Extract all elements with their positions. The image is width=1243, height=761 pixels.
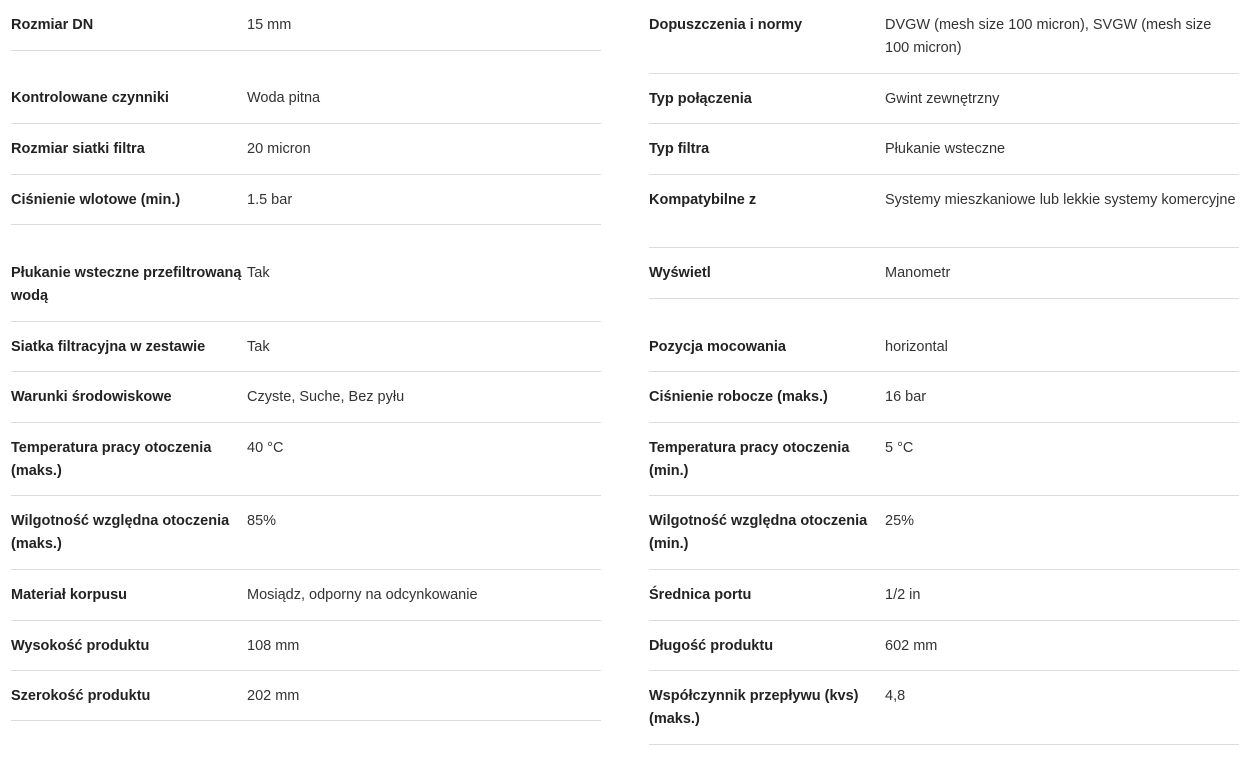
spec-value: Gwint zewnętrzny	[885, 91, 1000, 107]
spec-row	[649, 423, 1239, 496]
spec-value: Manometr	[885, 265, 951, 281]
spec-value: Czyste, Suche, Bez pyłu	[247, 389, 405, 405]
spec-label: Dopuszczenia i normy	[649, 17, 803, 33]
spec-label: Wysokość produktu	[11, 638, 150, 654]
spec-row	[11, 570, 601, 621]
spec-row	[11, 671, 601, 721]
spec-row	[11, 175, 601, 225]
spec-label: Typ filtra	[649, 141, 710, 157]
spec-label: Temperatura pracy otoczenia (min.)	[649, 440, 850, 479]
spec-row	[11, 248, 601, 322]
spec-row	[649, 671, 1239, 745]
spec-value: 602 mm	[885, 638, 938, 654]
spec-row	[649, 621, 1239, 671]
spec-label: Płukanie wsteczne przefiltrowaną wodą	[11, 265, 242, 304]
spec-row	[11, 621, 601, 671]
spec-label: Wyświetl	[649, 265, 711, 281]
spec-label: Wilgotność względna otoczenia (maks.)	[11, 513, 230, 552]
spec-label: Współczynnik przepływu (kvs) (maks.)	[649, 688, 859, 727]
spec-value: 15 mm	[247, 17, 292, 33]
spec-label: Długość produktu	[649, 638, 774, 654]
spec-label: Ciśnienie robocze (maks.)	[649, 389, 828, 405]
spec-row	[11, 496, 601, 570]
spec-value: 25%	[885, 513, 915, 529]
spec-label: Warunki środowiskowe	[11, 389, 172, 405]
spec-row	[649, 175, 1239, 248]
spec-value: 1.5 bar	[247, 192, 293, 208]
spec-label: Temperatura pracy otoczenia (maks.)	[11, 440, 212, 479]
spec-value: 20 micron	[247, 141, 311, 157]
spec-value: Systemy mieszkaniowe lub lekkie systemy komercyjne	[885, 192, 1236, 208]
spec-label: Kompatybilne z	[649, 192, 757, 208]
spec-value: Woda pitna	[247, 90, 321, 106]
spec-value: 16 bar	[885, 389, 927, 405]
spec-label: Typ połączenia	[649, 91, 752, 107]
spec-row	[649, 0, 1239, 74]
spec-row	[649, 570, 1239, 621]
spec-value: 1/2 in	[885, 587, 921, 603]
spec-value: 108 mm	[247, 638, 300, 654]
spec-row	[11, 124, 601, 175]
spec-row	[649, 322, 1239, 372]
spec-label: Średnica portu	[649, 587, 752, 603]
spec-value: 40 °C	[247, 440, 284, 456]
spec-row	[11, 423, 601, 496]
spec-value: Tak	[247, 339, 270, 355]
spec-value: 202 mm	[247, 688, 300, 704]
spec-value: 5 °C	[885, 440, 914, 456]
spec-label: Wilgotność względna otoczenia (min.)	[649, 513, 868, 552]
spec-row	[11, 372, 601, 423]
spec-value: 4,8	[885, 688, 906, 704]
spec-label: Pozycja mocowania	[649, 339, 786, 355]
spec-value: 85%	[247, 513, 277, 529]
spec-row	[11, 322, 601, 372]
spec-label: Szerokość produktu	[11, 688, 151, 704]
spec-row	[649, 496, 1239, 570]
spec-value: Tak	[247, 265, 270, 281]
spec-value: Płukanie wsteczne	[885, 141, 1006, 157]
spec-label: Materiał korpusu	[11, 587, 128, 603]
spec-row	[649, 124, 1239, 175]
spec-value: DVGW (mesh size 100 micron), SVGW (mesh size 100 micron)	[885, 17, 1212, 56]
spec-label: Rozmiar siatki filtra	[11, 141, 145, 157]
spec-label: Siatka filtracyjna w zestawie	[11, 339, 206, 355]
spec-value: Mosiądz, odporny na odcynkowanie	[247, 587, 478, 603]
spec-row	[11, 73, 601, 124]
spec-label: Rozmiar DN	[11, 17, 94, 33]
spec-value: horizontal	[885, 339, 948, 355]
spec-label: Ciśnienie wlotowe (min.)	[11, 192, 181, 208]
spec-row	[11, 0, 601, 51]
spec-row	[649, 248, 1239, 299]
spec-row	[649, 74, 1239, 124]
spec-row	[649, 372, 1239, 423]
spec-label: Kontrolowane czynniki	[11, 90, 169, 106]
